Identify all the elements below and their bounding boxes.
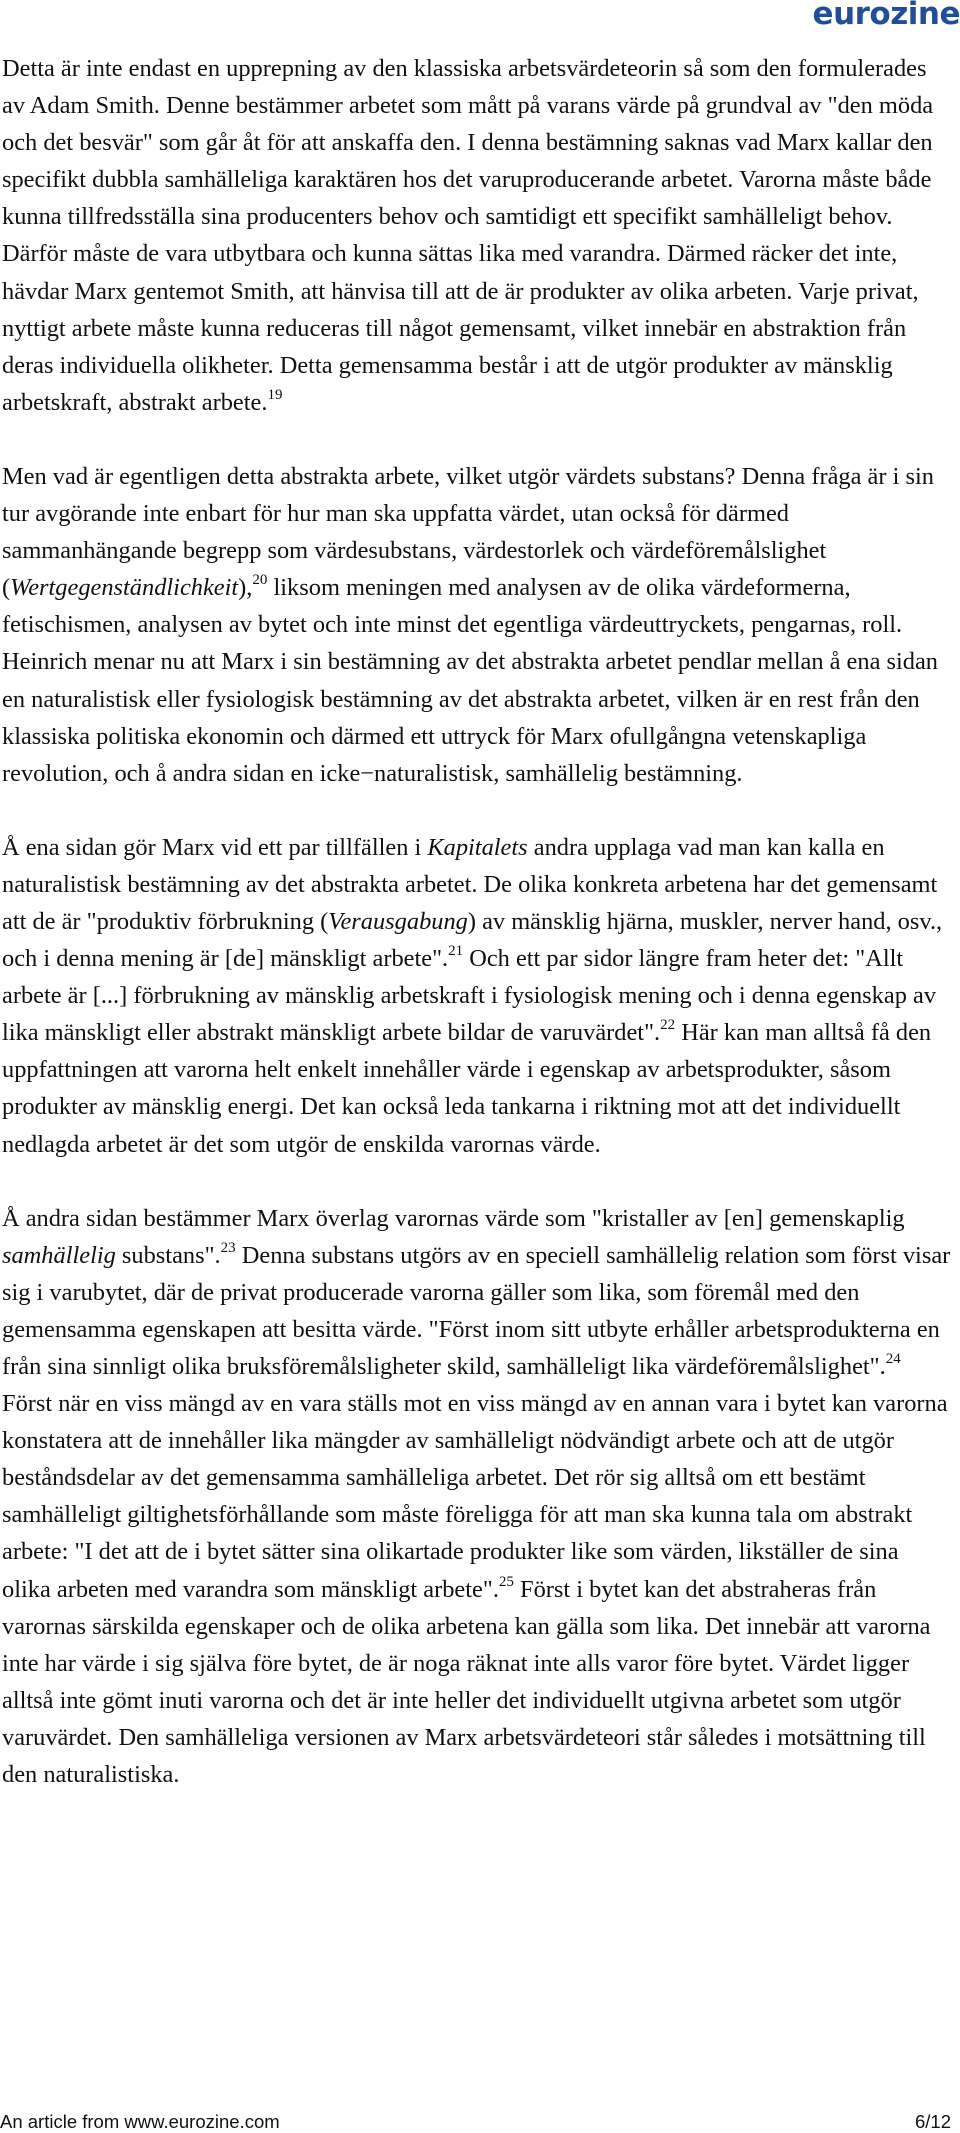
text-run: substans". [115,1241,221,1269]
text-run: andra upplaga vad man kan kalla en naturalistisk bestämning av det abstrakta arbetet. De olika konkreta arbetena har det gemensamt att de är "produktiv förbrukning ( [2,833,938,935]
footnote-ref[interactable]: 21 [448,943,464,960]
text-run: Och ett par sidor längre fram heter det: "Allt arbete är [...] förbrukning av mänsklig arbetskraft i fysiologisk mening och i denna egenskap av lika mänskligt eller abstrakt mänskligt arbete bildar de varuvärdet". [2,945,937,1047]
text-run: Först i bytet kan det abstraheras från varornas särskilda egenskaper och de olika arbetena kan gälla som lika. Det innebär att varorna inte har värde i sig själva före bytet, de är noga räknat inte alls varor före bytet. Värdet ligger alltså inte gömt inuti varorna och det är inte heller det individuellt utgivna arbetet som utgör varuvärdet. Den samhälleliga versionen av Marx arbetsvärdeteori står således i motsättning till den naturalistiska. [2,1575,931,1789]
italic-term: samhällelig [2,1241,116,1269]
eurozine-logo[interactable]: eurozine [812,0,960,32]
text-run: Denna substans utgörs av en speciell samhällelig relation som först visar sig i varubytet, där de privat producerade varorna gäller som lika, som föremål med den gemensamma egenskapen att besitta värde. "Först inom sitt utbyte erhåller arbetsprodukterna en från sina sinnligt olika bruksföremålsligheter skild, samhälleligt lika värdeföremålslighet". [2,1241,951,1380]
text-run: Först när en viss mängd av en vara ställs mot en viss mängd av en annan vara i bytet kan varorna konstatera att de innehåller lika mängder av samhälleligt nödvändigt arbete och att de utgör beståndsdelar av det gemensamma samhälleliga arbetet. Det rör sig alltså om ett bestämt samhälleligt giltighetsförhållande som måste föreligga för att man ska kunna tala om abstrakt arbete: "I det att de i bytet sätter sina olikartade produkter like som värden, likställer de sina olika arbeten med varandra som mänskligt arbete". [2,1390,948,1603]
footnote-ref[interactable]: 19 [267,386,283,403]
article-body [2,50,952,1793]
italic-term: Kapitalets [427,833,528,861]
paragraph [2,50,952,421]
footnote-ref[interactable]: 20 [252,572,268,589]
page-number: 6/12 [914,2111,951,2132]
paragraph [2,458,952,792]
text-run: Å ena sidan gör Marx vid ett par tillfällen i [2,833,428,861]
footnote-ref[interactable]: 22 [660,1017,676,1034]
text-run: ) av mänsklig hjärna, muskler, nerver hand, osv., och i denna mening är [de] mänskligt arbete". [2,907,943,973]
text-run: ), [238,574,253,602]
footnote-ref[interactable]: 24 [885,1351,901,1367]
italic-term: Wertgegenständlichkeit [10,574,239,602]
text-run: Å andra sidan bestämmer Marx överlag varornas värde som "kristaller av [en] gemenskaplig [2,1204,905,1232]
text-run: Men vad är egentligen detta abstrakta arbete, vilket utgör värdets substans? Denna fråga är i sin tur avgörande inte enbart för hur man ska uppfatta värdet, utan också för därmed sammanhängande begrepp som värdesubstans, värdestorlek och värdeföremålslighet ( [2,462,934,602]
footnote-ref[interactable]: 25 [498,1573,514,1590]
footnote-ref[interactable]: 23 [220,1239,236,1256]
paragraph [2,829,952,1163]
text-run: Här kan man alltså få den uppfattningen att varorna helt enkelt innehåller värde i egenskap av arbetsprodukter, såsom produkter av mänsklig energi. Det kan också leda tankarna i riktning mot att det individuellt nedlagda arbetet är det som utgör de enskilda varornas värde. [2,1019,932,1158]
text-run: liksom meningen med analysen av de olika värdeformerna, fetischismen, analysen av bytet och inte minst det egentliga värdeuttryckets, pengarnas, roll. Heinrich menar nu att Marx i sin bestämning av det abstrakta arbetet pendlar mellan å ena sidan en naturalistisk eller fysiologisk bestämning av det abstrakta arbetet, vilken är en rest från den klassiska politiska ekonomin och därmed ett uttryck för Marx ofullgångna vetenskapliga revolution, och å andra sidan en icke−naturalistisk, samhällelig bestämning. [2,574,938,787]
footer-source-link[interactable]: An article from www.eurozine.com [0,2111,280,2132]
text-run: Detta är inte endast en upprepning av den klassiska arbetsvärdeteorin så som den formulerades av Adam Smith. Denne bestämmer arbetet som mått på varans värde på grundval av "den möda och det besvär" som går åt för att anskaffa den. I denna bestämning saknas vad Marx kallar den specifikt dubbla samhälleliga karaktären hos det varuproducerande arbetet. Varorna måste både kunna tillfredsställa sina producenters behov och samtidigt ett specifikt samhälleligt behov. Därför måste de vara utbytbara och kunna sättas lika med varandra. Därmed räcker det inte, hävdar Marx gentemot Smith, att hänvisa till att de är produkter av olika arbeten. Varje privat, nyttigt arbete måste kunna reduceras till något gemensamt, vilket innebär en abstraktion från deras individuella olikheter. Detta gemensamma består i att de utgör produkter av mänsklig arbetskraft, abstrakt arbete. [2,55,934,416]
paragraph [2,1200,952,1794]
italic-term: Verausgabung [328,907,468,935]
